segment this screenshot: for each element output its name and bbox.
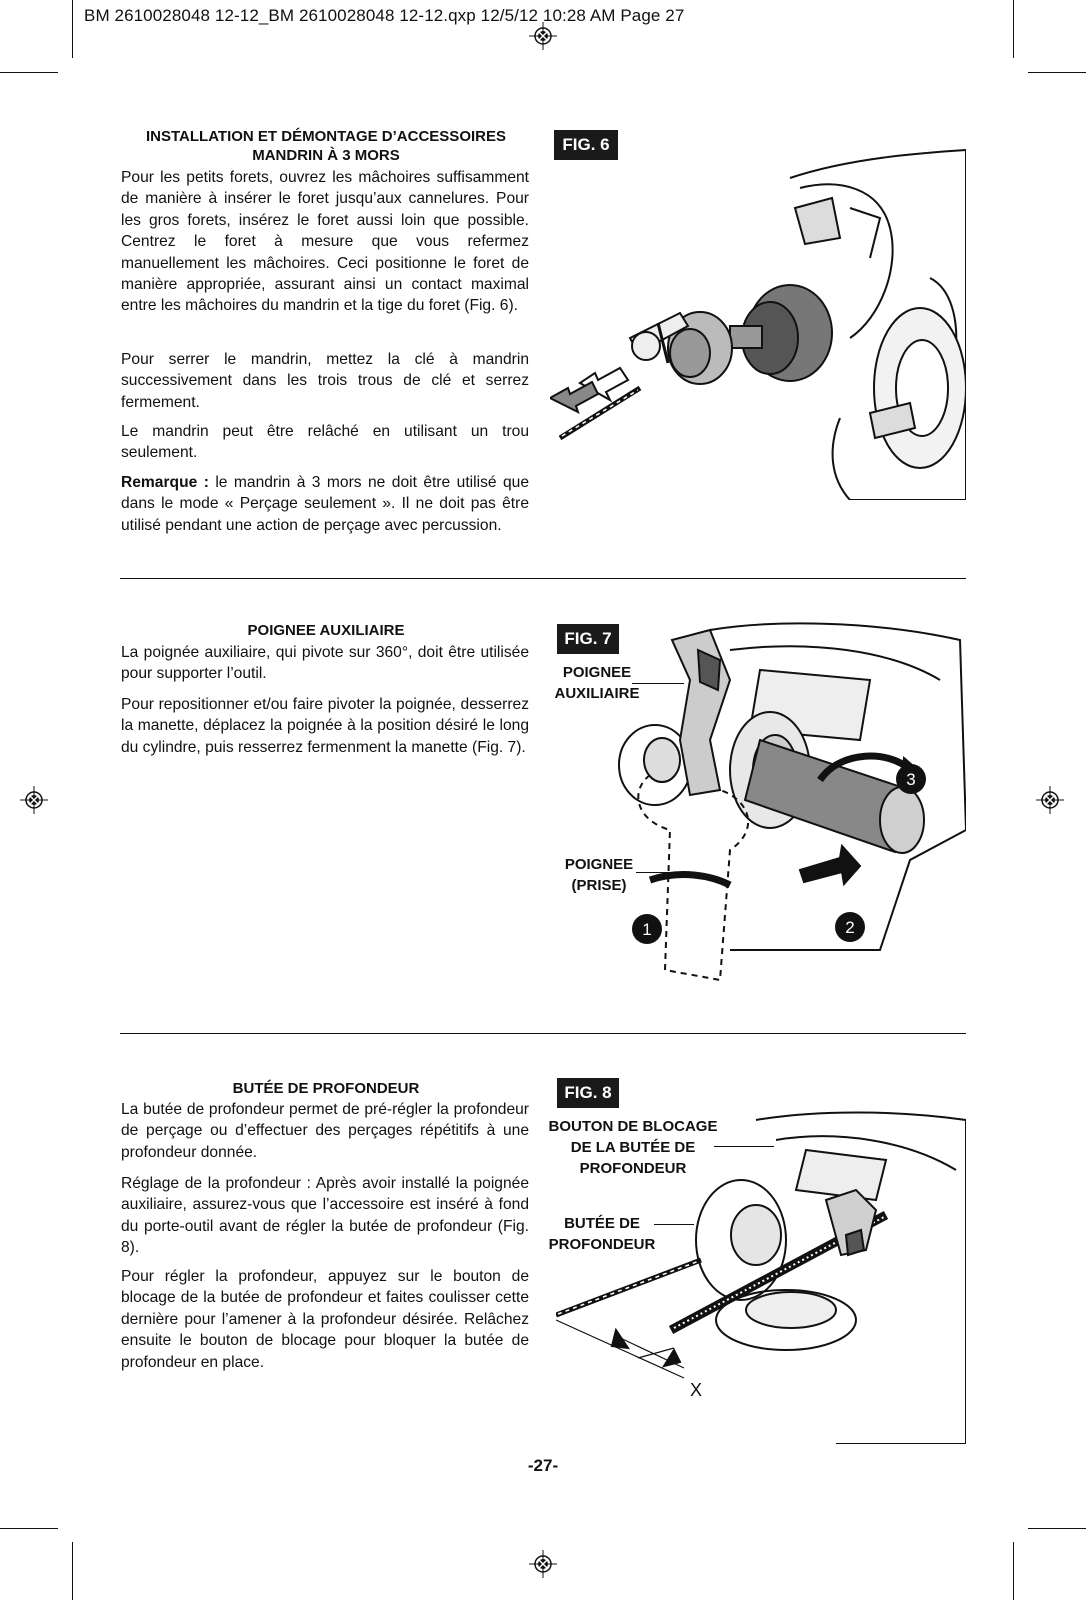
- figure-label: FIG. 8: [557, 1078, 619, 1108]
- leader-line: [654, 1224, 694, 1225]
- paragraph: Le mandrin peut être relâché en utilisant un trou seulement.: [121, 423, 529, 462]
- callout-grip: [560, 854, 638, 896]
- paragraph: La poignée auxiliaire, qui pivote sur 360°, doit être utilisée pour supporter l’outil.: [121, 644, 529, 683]
- section-title-depth-stop: BUTÉE DE PROFONDEUR: [232, 1080, 420, 1097]
- paragraph: Pour repositionner et/ou faire pivoter la poignée, desserrez la manette, déplacez la poignée à la position désiré le long du cylindre, puis resserrez fermenment la manette (Fig. 7).: [121, 696, 529, 756]
- figure-label: FIG. 6: [554, 130, 618, 160]
- step-3-badge: [895, 763, 927, 795]
- leader-line: [632, 683, 684, 684]
- leader-line: [636, 872, 678, 873]
- crop-mark: [1028, 72, 1086, 73]
- crop-mark: [0, 1528, 58, 1529]
- step-number: 3: [906, 770, 916, 789]
- section-title-accessories: [120, 127, 532, 165]
- paragraph: Pour serrer le mandrin, mettez la clé à mandrin successivement dans les trois trous de clé et serrez fermement.: [121, 351, 529, 411]
- callout-aux-handle: [554, 662, 640, 704]
- callout-line: DE LA BUTÉE DE: [570, 1139, 696, 1156]
- callout-line: AUXILIAIRE: [554, 685, 640, 702]
- title-line: MANDRIN À 3 MORS: [252, 147, 400, 164]
- callout-line: PROFONDEUR: [548, 1236, 656, 1253]
- crop-mark: [72, 0, 73, 58]
- crop-mark: [1028, 1528, 1086, 1529]
- registration-mark-icon: [20, 786, 48, 814]
- callout-line: POIGNEE: [564, 856, 634, 873]
- leader-line: [714, 1146, 774, 1147]
- step-2-badge: [834, 911, 866, 943]
- section-divider: [120, 1033, 966, 1034]
- paragraph: Pour les petits forets, ouvrez les mâchoires suffisamment de manière à insérer le foret jusqu’aux cannelures. Pour les gros forets, insérez le foret aussi loin que possible. Centrez le foret à mesure que vous refermez manuellement les mâchoires. Ceci positionne le foret de manière appropriée, assurant ainsi un contact maximal entre les mâchoires du mandrin et la tige du foret (Fig. 6).: [121, 169, 529, 315]
- callout-line: PROFONDEUR: [579, 1160, 687, 1177]
- step-1-badge: [631, 913, 663, 945]
- step-number: 1: [642, 920, 652, 939]
- callout-line: BOUTON DE BLOCAGE: [548, 1118, 718, 1135]
- section-divider: [120, 578, 966, 579]
- step-number: 2: [845, 918, 855, 937]
- paragraph: Réglage de la profondeur : Après avoir installé la poignée auxiliaire, assurez-vous que l’accessoire est inséré à fond du porte-outil avant de régler la butée de profondeur (Fig. 8).: [121, 1175, 529, 1257]
- crop-mark: [1013, 0, 1014, 58]
- figure-label: FIG. 7: [557, 624, 619, 654]
- callout-depth-stop: [548, 1213, 656, 1255]
- crop-mark: [1013, 1542, 1014, 1600]
- crop-mark: [72, 1542, 73, 1600]
- paragraph: La butée de profondeur permet de pré-régler la profondeur de perçage ou d’effectuer des perçages répétitifs à une profondeur donnée.: [121, 1101, 529, 1161]
- callout-lock-button: [548, 1116, 718, 1179]
- page-number: -27-: [527, 1456, 559, 1475]
- callout-line: POIGNEE: [562, 664, 632, 681]
- note-text: le mandrin à 3 mors ne doit être utilisé que dans le mode « Perçage seulement ». Il ne doit pas être utilisé pendant une action de perçage avec percussion.: [121, 474, 529, 534]
- callout-line: BUTÉE DE: [564, 1215, 640, 1232]
- note-paragraph: [121, 472, 529, 536]
- title-line: INSTALLATION ET DÉMONTAGE D’ACCESSOIRES: [145, 128, 506, 145]
- callout-line: (PRISE): [571, 877, 627, 894]
- note-label: Remarque :: [121, 474, 209, 491]
- figure-7-handle-illustration: [610, 620, 966, 1002]
- registration-mark-icon: [529, 1550, 557, 1578]
- dimension-label: X: [690, 1380, 703, 1400]
- paragraph: Pour régler la profondeur, appuyez sur le bouton de blocage de la butée de profondeur et faites coulisser cette dernière pour l’amener à la profondeur désirée. Relâchez ensuite le bouton de blocage pour bloquer la butée de profondeur en place.: [121, 1268, 529, 1371]
- figure-6-chuck-illustration: [550, 148, 966, 500]
- registration-mark-icon: [1036, 786, 1064, 814]
- section-title-aux-handle: POIGNEE AUXILIAIRE: [247, 622, 405, 639]
- crop-mark: [0, 72, 58, 73]
- registration-mark-icon: [529, 22, 557, 50]
- print-slug: BM 2610028048 12-12_BM 2610028048 12-12.qxp 12/5/12 10:28 AM Page 27: [84, 6, 685, 25]
